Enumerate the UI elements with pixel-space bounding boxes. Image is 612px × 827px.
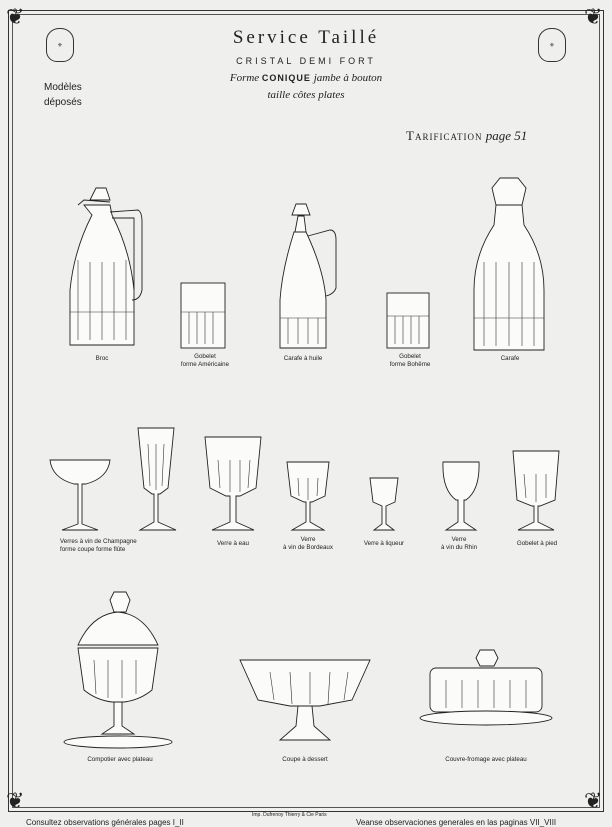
couvre-fromage-illustration (420, 650, 552, 725)
compotier-illustration (64, 592, 172, 748)
footer-center: Imp. Dufrenoy Thierry & Cie Paris (252, 812, 327, 818)
corner-ornament-icon: ❦ (584, 788, 603, 813)
tarif-word: Tarification (406, 128, 483, 143)
tarif-page: page 51 (485, 128, 528, 143)
maker-seal-icon: ⚜ (538, 28, 566, 62)
modeles-line-1: Modèles (44, 82, 82, 93)
coupe-dessert-illustration (240, 660, 370, 740)
caption-broc: Broc (95, 355, 109, 362)
carafe-huile-illustration (280, 204, 336, 348)
carafe-illustration (474, 178, 544, 350)
corner-ornament-icon: ❦ (6, 788, 25, 813)
maker-seal-icon: ⚜ (46, 28, 74, 62)
caption-verre-liqueur: Verre à liqueur (363, 540, 405, 547)
caption-compotier: Compotier avec plateau (87, 756, 153, 763)
gobelet-pied-illustration (513, 451, 559, 530)
caption-verres-champagne: Verres à vin de Champagne forme coupe forme flûte (60, 538, 137, 553)
caption-verre-rhin: Verre à vin du Rhin (440, 536, 478, 551)
forme-suffix: jambe à bouton (313, 72, 383, 84)
flute-champagne-illustration (138, 428, 176, 530)
caption-verre-bordeaux: Verre à vin de Bordeaux (283, 536, 333, 551)
forme-prefix: Forme (229, 72, 260, 84)
corner-ornament-icon: ❦ (6, 4, 25, 29)
verre-rhin-illustration (443, 462, 479, 530)
verre-liqueur-illustration (370, 478, 398, 530)
gobelet-boheme-illustration (387, 293, 429, 348)
footer-left: Consultez observations générales pages I_II (26, 818, 184, 827)
coupe-champagne-illustration (50, 460, 110, 530)
broc-jug-illustration (70, 188, 142, 345)
caption-carafe-huile: Carafe à huile (283, 355, 323, 362)
modeles-line-2: déposés (44, 97, 82, 108)
caption-couvre-fromage: Couvre-fromage avec plateau (445, 756, 527, 763)
caption-gobelet-boheme: Gobelet forme Bohême (389, 353, 431, 368)
page-title: Service Taillé (232, 27, 380, 48)
taille-line: taille côtes plates (267, 89, 345, 101)
caption-carafe: Carafe (500, 355, 520, 362)
caption-coupe-dessert: Coupe à dessert (282, 756, 328, 763)
page-subtitle: CRISTAL DEMI FORT (236, 56, 376, 66)
verre-bordeaux-illustration (287, 462, 329, 530)
gobelet-americaine-illustration (181, 283, 225, 348)
caption-verre-eau: Verre à eau (217, 540, 249, 547)
verre-eau-illustration (205, 437, 261, 530)
caption-gobelet-pied: Gobelet à pied (516, 540, 558, 547)
footer-right: Veanse observaciones generales en las paginas VII_VIII (356, 818, 557, 827)
corner-ornament-icon: ❦ (584, 4, 603, 29)
caption-gobelet-americaine: Gobelet forme Américaine (180, 353, 230, 368)
forme-name: CONIQUE (261, 73, 311, 83)
